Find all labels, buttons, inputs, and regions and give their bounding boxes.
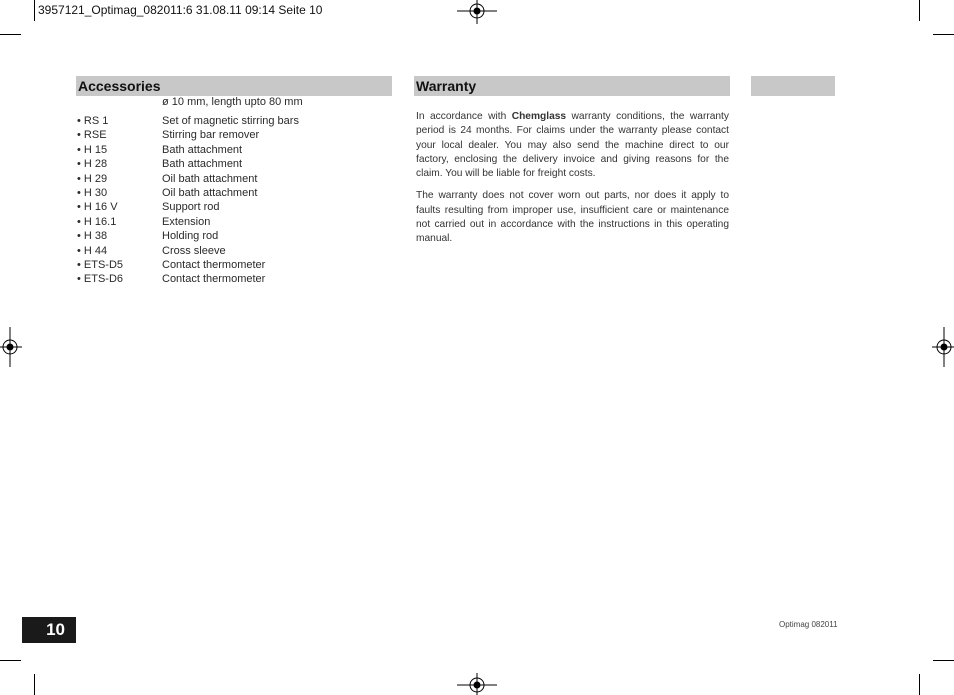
item-description: Contact thermometer [162, 259, 266, 272]
item-code: • ETS-D5 [77, 259, 124, 272]
warranty-paragraph-1 [416, 110, 729, 181]
item-code: • H 30 [77, 187, 108, 200]
list-item [77, 258, 299, 272]
crop-mark [0, 660, 21, 661]
registration-mark-icon [0, 327, 22, 367]
list-item [77, 272, 299, 286]
crop-mark [34, 0, 35, 21]
accessories-continuation: ø 10 mm, length upto 80 mm [162, 96, 303, 108]
footer-label: Optimag 082011 [779, 620, 838, 629]
accessories-heading: Accessories [76, 76, 392, 96]
item-code: • H 16.1 [77, 215, 117, 228]
registration-mark-icon [932, 327, 954, 367]
item-description: Bath attachment [162, 143, 243, 156]
crop-mark [919, 674, 920, 695]
print-slug-line: 3957121_Optimag_082011:6 31.08.11 09:14 Seite 10 [38, 3, 323, 17]
warranty-heading: Warranty [414, 76, 730, 96]
item-description: Set of magnetic stirring bars [162, 115, 299, 127]
crop-mark [34, 674, 35, 695]
blank-heading-bar [751, 76, 835, 96]
item-code: • H 16 V [77, 201, 118, 214]
item-code: • ETS-D6 [77, 273, 124, 286]
crop-mark [933, 660, 954, 661]
list-item [77, 157, 299, 171]
item-description: Bath attachment [162, 158, 243, 171]
page-number: 10 [22, 617, 76, 643]
list-item [77, 143, 299, 157]
item-description: Stirring bar remover [162, 129, 260, 142]
warranty-paragraph-2: The warranty does not cover worn out parts, nor does it apply to faults resulting from improper use, insufficient care or maintenance not carried out in accordance with the instructions in this operating manual. [416, 190, 729, 245]
list-item [77, 186, 299, 200]
list-item [77, 229, 299, 243]
item-description: Oil bath attachment [162, 172, 258, 185]
item-description: Cross sleeve [162, 244, 226, 257]
crop-mark [919, 0, 920, 21]
item-description: Holding rod [162, 230, 219, 243]
item-code: • H 15 [77, 143, 108, 156]
list-item [77, 200, 299, 214]
list-item [77, 114, 299, 128]
registration-mark-icon [457, 0, 497, 24]
warranty-p1-start: In accordance with [416, 111, 512, 122]
item-code: • RS 1 [77, 115, 109, 127]
item-code: • H 44 [77, 244, 108, 257]
list-item [77, 172, 299, 186]
registration-mark-icon [457, 673, 497, 695]
crop-mark [933, 34, 954, 35]
list-item [77, 244, 299, 258]
item-description: Oil bath attachment [162, 187, 258, 200]
warranty-body [416, 110, 729, 255]
brand-name: Chemglass [511, 111, 567, 122]
item-code: • H 28 [77, 158, 108, 171]
crop-mark [0, 34, 21, 35]
item-description: Contact thermometer [162, 273, 266, 286]
item-description: Support rod [162, 201, 220, 214]
item-code: • RSE [77, 129, 107, 142]
list-item [77, 215, 299, 229]
list-item [77, 128, 299, 142]
item-code: • H 29 [77, 172, 108, 185]
item-code: • H 38 [77, 230, 108, 243]
warranty-p1-rest: warranty conditions, the warranty period is 24 months. For claims under the warranty please contact your local dealer. You may also send the machine direct to our factory, enclosing the delivery invoice and giving reasons for the claim. You will be liable for freight costs. [416, 111, 729, 180]
item-description: Extension [162, 215, 211, 228]
accessories-list [77, 114, 299, 287]
